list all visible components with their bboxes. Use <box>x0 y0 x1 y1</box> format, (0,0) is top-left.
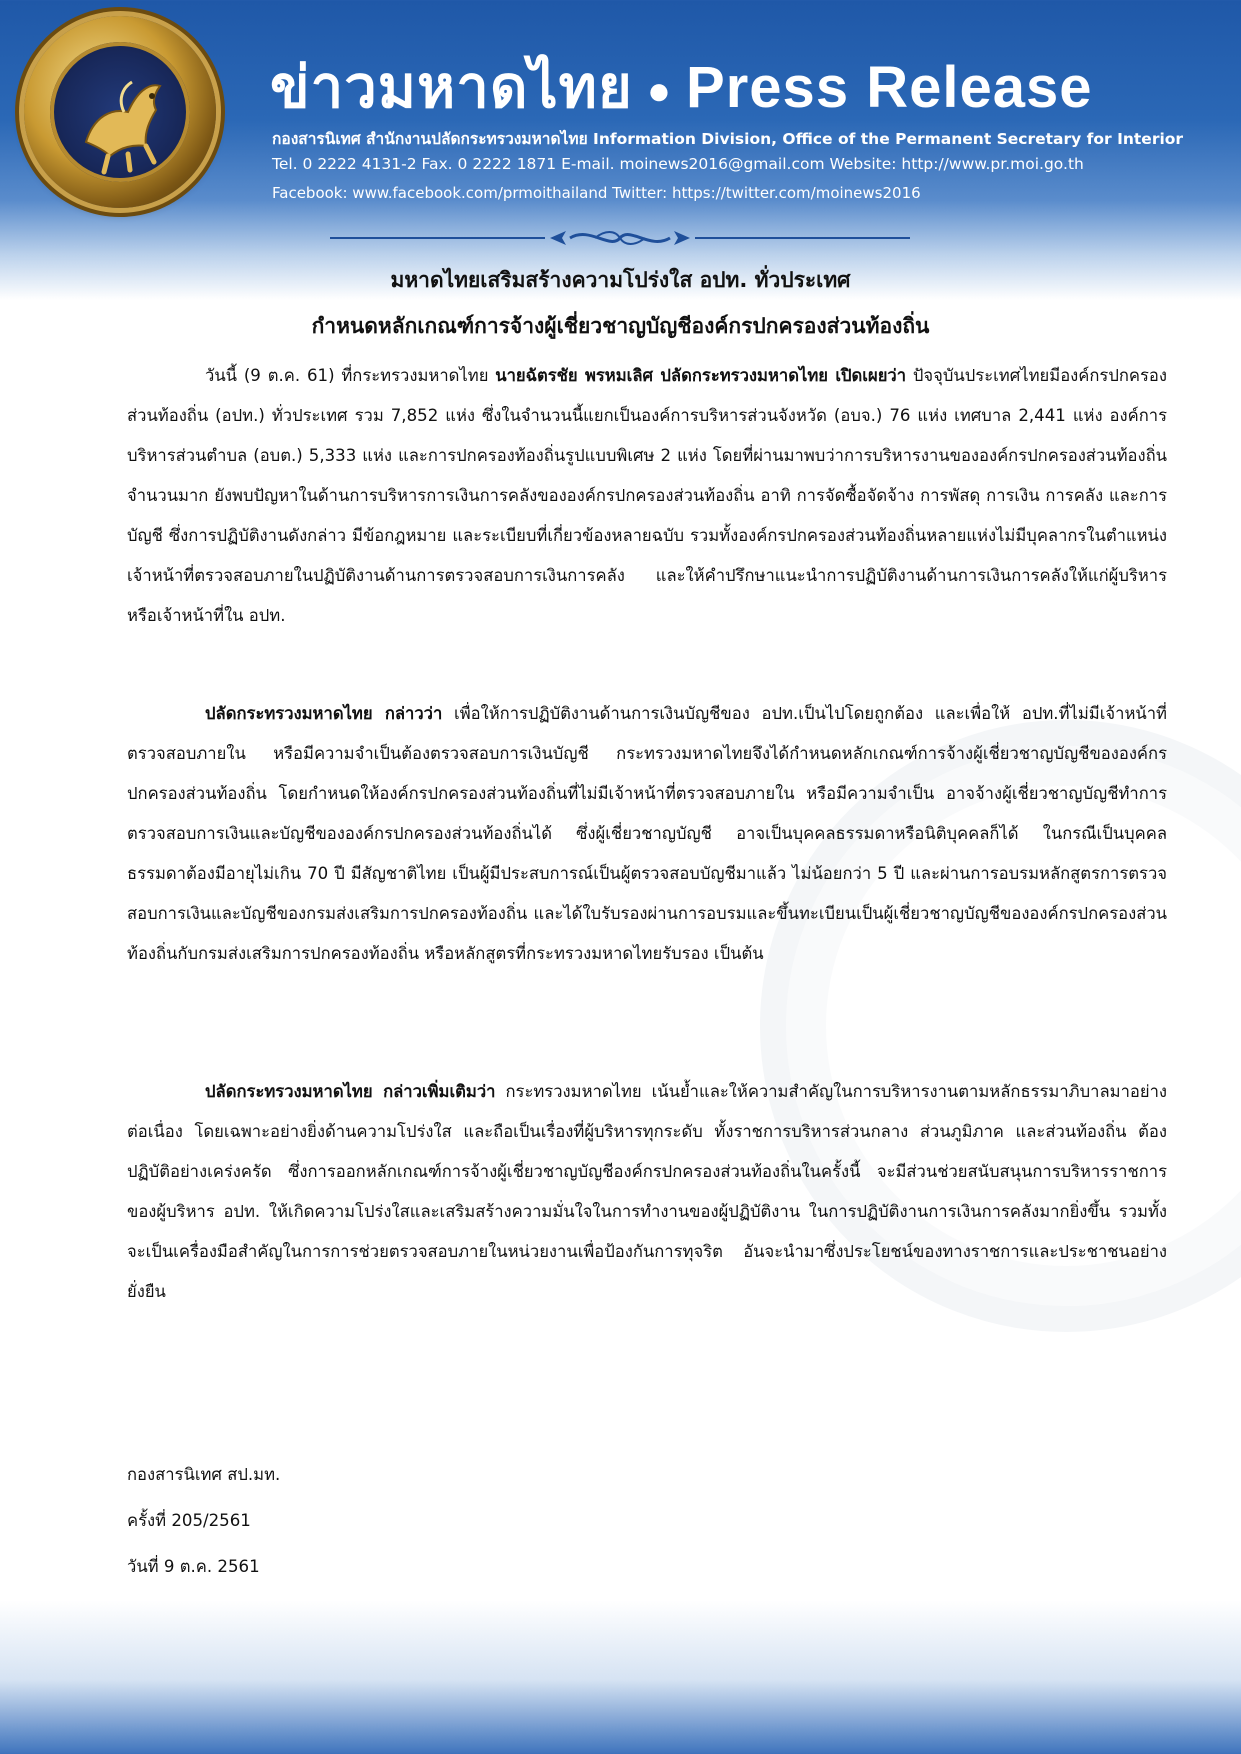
contact-line: Tel. 0 2222 4131-2 Fax. 0 2222 1871 E-mail. moinews2016@gmail.com Website: http://www.pr.moi.go.th <box>272 155 1084 173</box>
brand-en: Press Release <box>686 55 1093 120</box>
paragraph-3-speaker: ปลัดกระทรวงมหาดไทย กล่าวเพิ่มเติมว่า <box>205 1082 496 1101</box>
headline-line-1: มหาดไทยเสริมสร้างความโปร่งใส อปท. ทั่วประเทศ <box>390 268 851 292</box>
brand-title <box>270 40 1092 133</box>
paragraph-1 <box>127 356 1167 636</box>
ministry-seal-icon <box>24 16 216 208</box>
social-line: Facebook: www.facebook.com/prmoithailand Twitter: https://twitter.com/moinews2016 <box>272 184 921 202</box>
footer-issue-number: ครั้งที่ 205/2561 <box>127 1511 251 1530</box>
brand-thai: ข่าวมหาดไทย <box>270 55 633 120</box>
divider-ornament-icon <box>330 226 910 250</box>
paragraph-2-speaker: ปลัดกระทรวงมหาดไทย กล่าวว่า <box>205 704 443 723</box>
paragraph-2-text: เพื่อให้การปฏิบัติงานด้านการเงินบัญชีของ อปท.เป็นไปโดยถูกต้อง และเพื่อให้ อปท.ที่ไม่มีเจ้าหน้าที่ตรวจสอบภายใน หรือมีความจำเป็นต้องตรวจสอบการเงินบัญชี กระทรวงมหาดไทยจึงได้กำหนดหลักเกณฑ์การจ้างผู้เชี่ยวชาญบัญชีขององค์กรปกครองส่วนท้องถิ่น โดยกำหนดให้องค์กรปกครองส่วนท้องถิ่นที่ไม่มีเจ้าหน้าที่ตรวจสอบภายใน หรือมีความจำเป็น อาจจ้างผู้เชี่ยวชาญบัญชีทำการตรวจสอบการเงินและบัญชีขององค์กรปกครองส่วนท้องถิ่นได้ ซึ่งผู้เชี่ยวชาญบัญชี อาจเป็นบุคคลธรรมดาหรือนิติบุคคลก็ได้ ในกรณีเป็นบุคคลธรรมดาต้องมีอายุไม่เกิน 70 ปี มีสัญชาติไทย เป็นผู้มีประสบการณ์เป็นผู้ตรวจสอบบัญชีมาแล้ว ไม่น้อยกว่า 5 ปี และผ่านการอบรมหลักสูตรการตรวจสอบการเงินและบัญชีของกรมส่งเสริมการปกครองท้องถิ่น และได้ใบรับรองผ่านการอบรมและขึ้นทะเบียนเป็นผู้เชี่ยวชาญบัญชีขององค์กรปกครองส่วนท้องถิ่นกับกรมส่งเสริมการปกครองท้องถิ่น หรือหลักสูตรที่กระทรวงมหาดไทยรับรอง เป็นต้น <box>127 704 1167 963</box>
paragraph-2 <box>127 694 1167 974</box>
footer-date: วันที่ 9 ต.ค. 2561 <box>127 1557 260 1576</box>
org-line: กองสารนิเทศ สำนักงานปลัดกระทรวงมหาดไทย Information Division, Office of the Permanent Secretary for Interior <box>272 130 1184 148</box>
headline-line-2: กำหนดหลักเกณฑ์การจ้างผู้เชี่ยวชาญบัญชีองค์กรปกครองส่วนท้องถิ่น <box>311 314 930 338</box>
paragraph-1-text: ปัจจุบันประเทศไทยมีองค์กรปกครองส่วนท้องถิ่น (อปท.) ทั่วประเทศ รวม 7,852 แห่ง ซึ่งในจำนวนนี้แยกเป็นองค์การบริหารส่วนจังหวัด (อบจ.) 76 แห่ง เทศบาล 2,441 แห่ง องค์การบริหารส่วนตำบล (อบต.) 5,333 แห่ง และการปกครองท้องถิ่นรูปแบบพิเศษ 2 แห่ง โดยที่ผ่านมาพบว่าการบริหารงานขององค์กรปกครองส่วนท้องถิ่นจำนวนมาก ยังพบปัญหาในด้านการบริหารการเงินการคลังขององค์กรปกครองส่วนท้องถิ่น อาทิ การจัดซื้อจัดจ้าง การพัสดุ การเงิน การคลัง และการบัญชี ซึ่งการปฏิบัติงานดังกล่าว มีข้อกฎหมาย และระเบียบที่เกี่ยวข้องหลายฉบับ รวมทั้งองค์กรปกครองส่วนท้องถิ่นหลายแห่งไม่มีบุคลากรในตำแหน่งเจ้าหน้าที่ตรวจสอบภายในปฏิบัติงานด้านการตรวจสอบการเงินการคลัง และให้คำปรึกษาแนะนำการปฏิบัติงานด้านการเงินการคลังให้แก่ผู้บริหารหรือเจ้าหน้าที่ใน อปท. <box>127 366 1167 625</box>
footer-division: กองสารนิเทศ สป.มท. <box>127 1465 281 1484</box>
paragraph-1-speaker: นายฉัตรชัย พรหมเลิศ ปลัดกระทรวงมหาดไทย เปิดเผยว่า <box>495 366 907 385</box>
brand-bullet: ● <box>646 69 673 114</box>
paragraph-3 <box>127 1072 1167 1312</box>
paragraph-3-text: กระทรวงมหาดไทย เน้นย้ำและให้ความสำคัญในการบริหารงานตามหลักธรรมาภิบาลมาอย่างต่อเนื่อง โดยเฉพาะอย่างยิ่งด้านความโปร่งใส และถือเป็นเรื่องที่ผู้บริหารทุกระดับ ทั้งราชการบริหารส่วนกลาง ส่วนภูมิภาค และส่วนท้องถิ่น ต้องปฏิบัติอย่างเคร่งครัด ซึ่งการออกหลักเกณฑ์การจ้างผู้เชี่ยวชาญบัญชีองค์กรปกครองส่วนท้องถิ่นในครั้งนี้ จะมีส่วนช่วยสนับสนุนการบริหารราชการของผู้บริหาร อปท. ให้เกิดความโปร่งใสและเสริมสร้างความมั่นใจในการทำงานของผู้ปฏิบัติงาน ในการปฏิบัติงานการเงินการคลังมากยิ่งขึ้น รวมทั้งจะเป็นเครื่องมือสำคัญในการการช่วยตรวจสอบภายในหน่วยงานเพื่อป้องกันการทุจริต อันจะนำมาซึ่งประโยชน์ของทางราชการและประชาชนอย่างยั่งยืน <box>127 1082 1167 1301</box>
paragraph-1-lead: วันนี้ (9 ต.ค. 61) ที่กระทรวงมหาดไทย <box>205 366 496 385</box>
